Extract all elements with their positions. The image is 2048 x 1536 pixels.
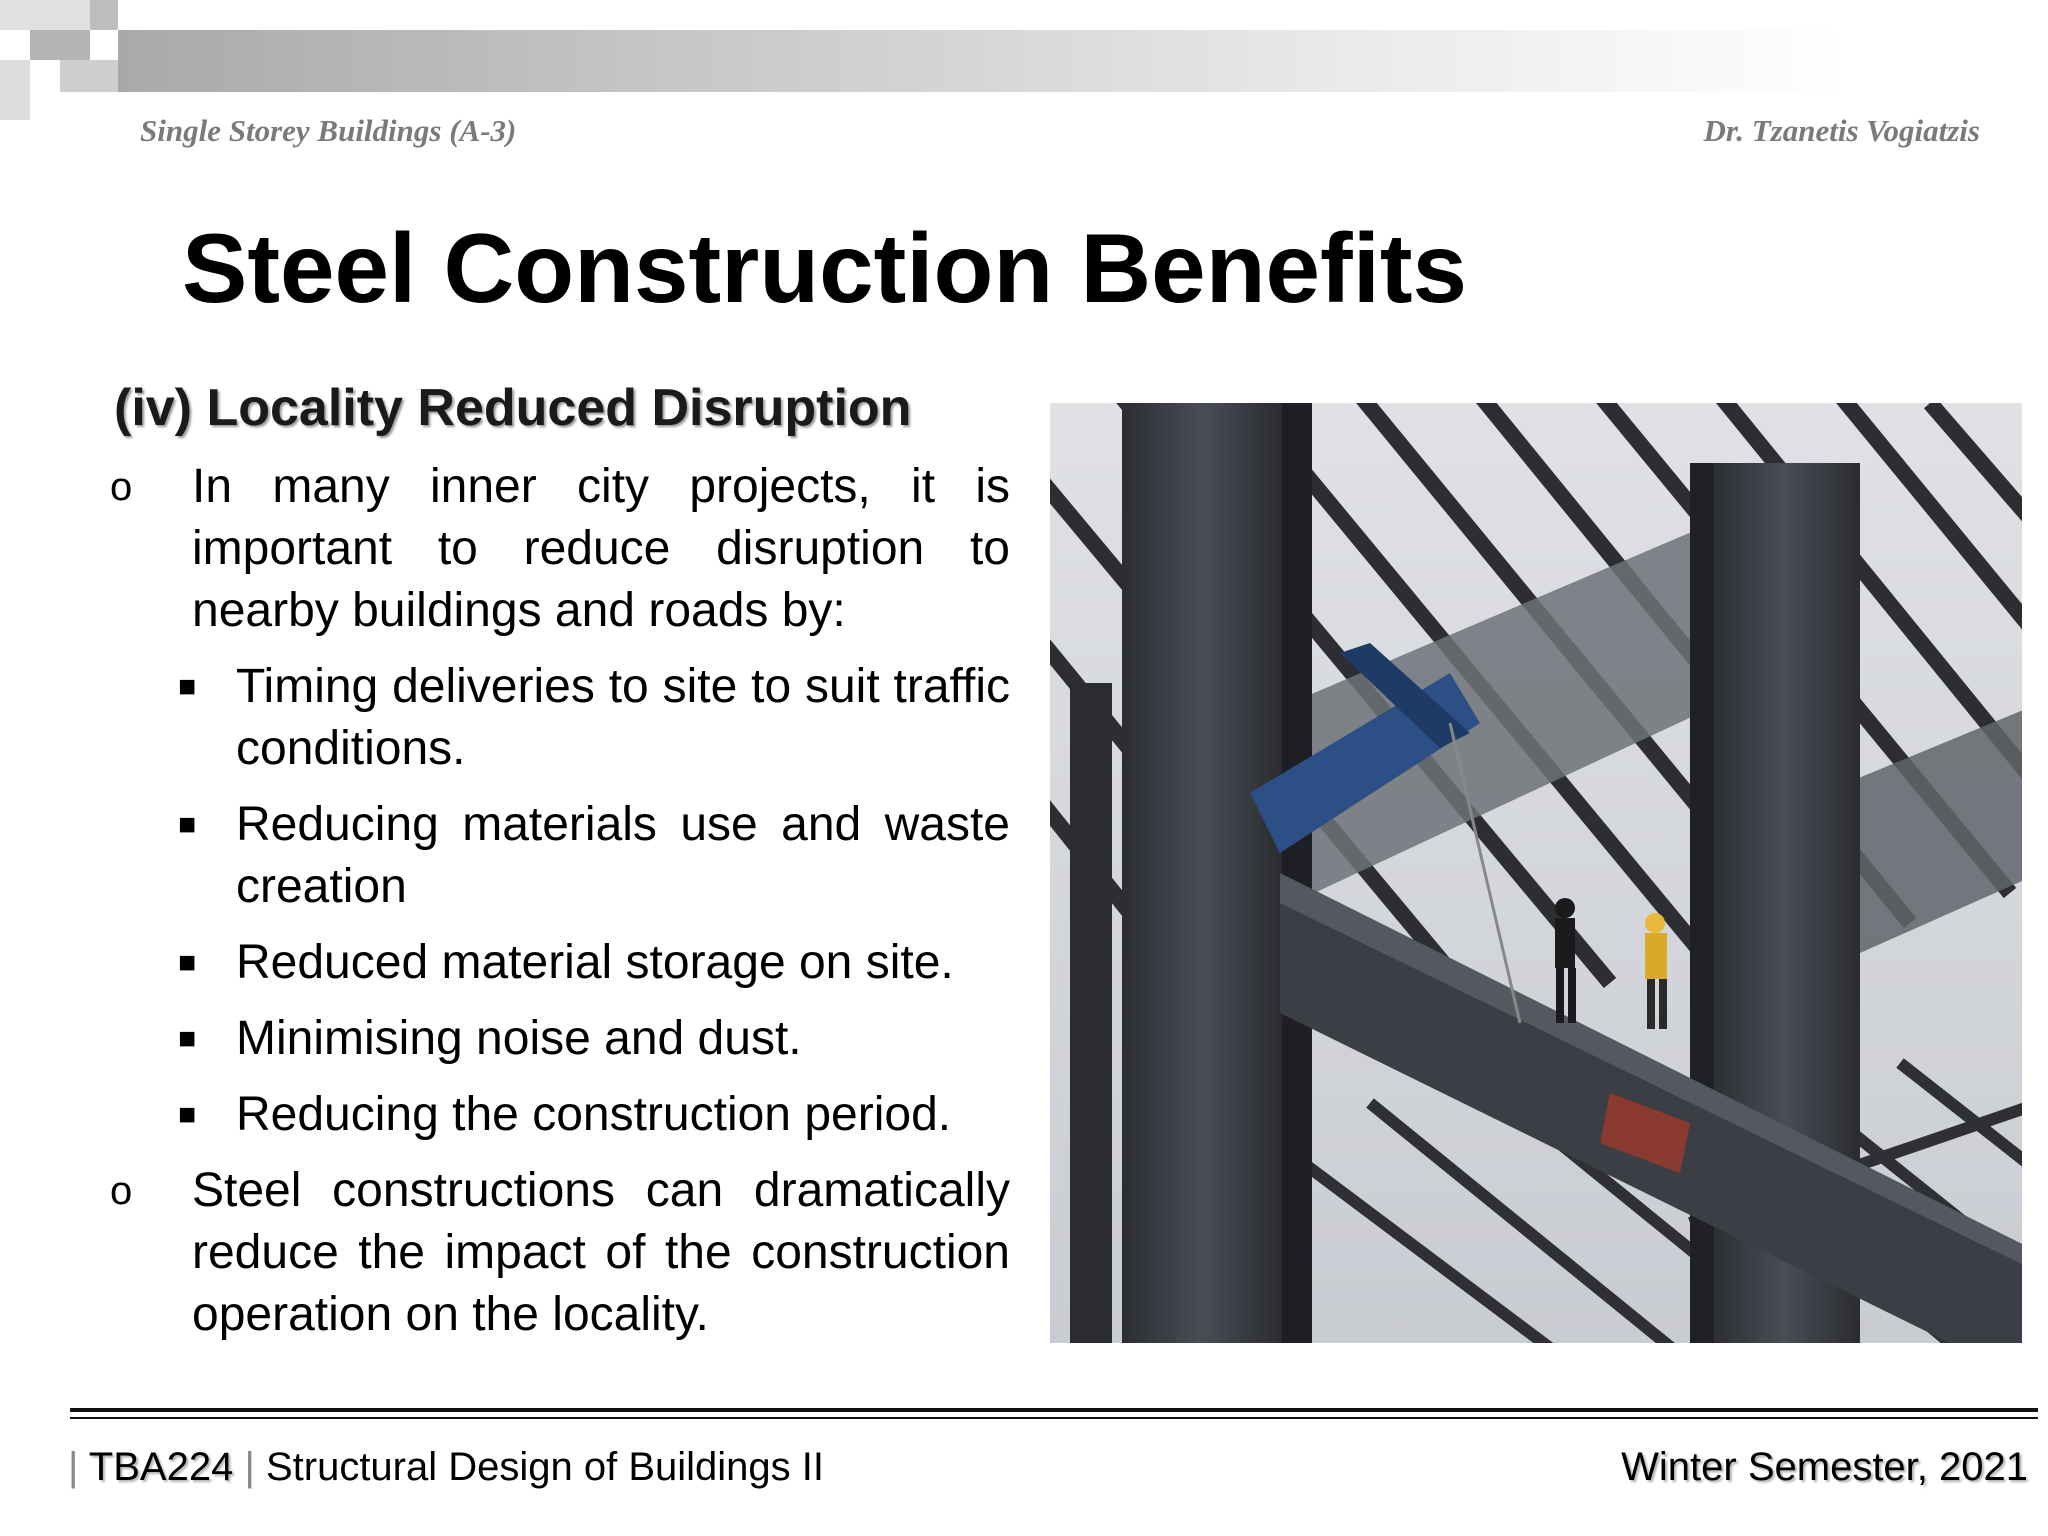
sub-bullet-marker: ■ <box>178 670 197 703</box>
bullet-marker: o <box>110 1169 133 1213</box>
sub-bullet-text: Reducing materials use and waste creation <box>236 798 1010 913</box>
sub-bullet-item <box>110 1008 1010 1070</box>
slide-title: Steel Construction Benefits <box>182 213 1468 323</box>
bullet-marker: o <box>110 465 133 509</box>
footer-course <box>68 1445 824 1490</box>
sub-bullet-marker: ■ <box>178 1098 197 1131</box>
sub-bullet-item <box>110 656 1010 780</box>
bullet-paragraph-2 <box>110 1160 1010 1346</box>
footer-semester: Winter Semester, 2021 <box>1621 1445 2028 1489</box>
sub-bullet-marker: ■ <box>178 808 197 841</box>
sub-bullet-marker: ■ <box>178 1022 197 1055</box>
sub-bullet-text: Reducing the construction period. <box>236 1088 952 1141</box>
slide-body <box>110 456 1010 1360</box>
footer-separator: | <box>68 1445 79 1489</box>
sub-bullet-text: Minimising noise and dust. <box>236 1012 802 1065</box>
slide-subheading: (iv) Locality Reduced Disruption <box>114 379 912 437</box>
footer-rule-top <box>70 1408 2038 1412</box>
bullet-text: In many inner city projects, it is important to reduce disruption to nearby buildings and roads by: <box>192 460 1010 637</box>
sub-bullet-item <box>110 1084 1010 1146</box>
bullet-paragraph-1 <box>110 456 1010 642</box>
footer-course-name: Structural Design of Buildings II <box>265 1445 824 1489</box>
bullet-text: Steel constructions can dramatically reduce the impact of the construction operation on the locality. <box>192 1164 1010 1341</box>
footer-course-code: TBA224 <box>88 1445 234 1489</box>
steel-frame-photo <box>1050 403 2022 1343</box>
header-author: Dr. Tzanetis Vogiatzis <box>1703 113 1980 148</box>
sub-bullet-marker: ■ <box>178 946 197 979</box>
sub-bullet-text: Timing deliveries to site to suit traffic conditions. <box>236 660 1010 775</box>
footer-rule-bottom <box>70 1417 2038 1419</box>
footer-separator: | <box>244 1445 255 1489</box>
sub-bullet-item <box>110 794 1010 918</box>
header-section-title: Single Storey Buildings (A-3) <box>140 113 517 148</box>
sub-bullet-text: Reduced material storage on site. <box>236 936 954 989</box>
sub-bullet-item <box>110 932 1010 994</box>
